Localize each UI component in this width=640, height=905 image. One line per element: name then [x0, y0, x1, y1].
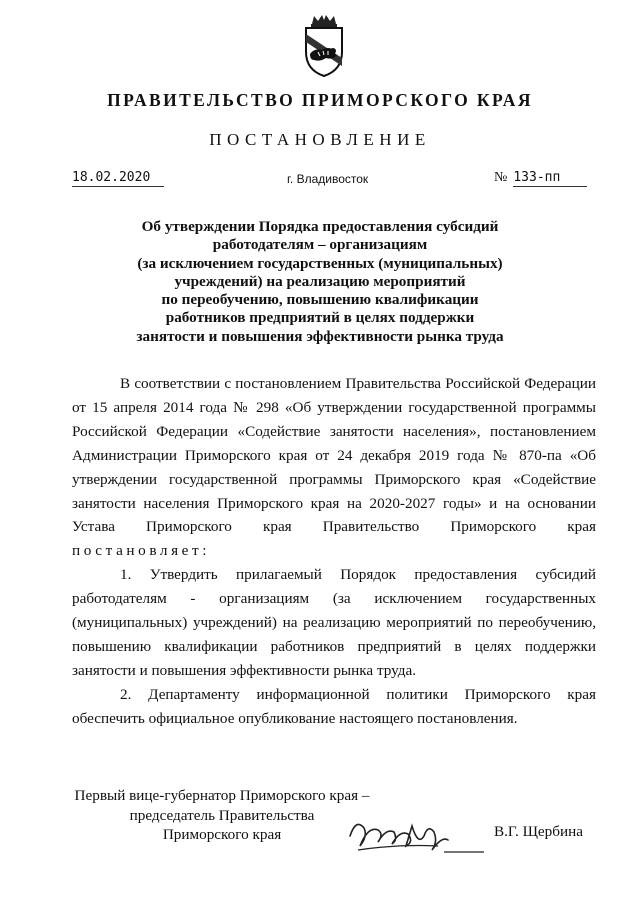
signatory-name: В.Г. Щербина: [494, 823, 583, 840]
subject-line: (за исключением государственных (муниципальных): [137, 254, 503, 272]
handwritten-signature-icon: [338, 806, 488, 866]
position-line: председатель Правительства: [129, 806, 315, 824]
subject-line: работодателям – организациям: [212, 236, 428, 254]
signatory-position: [72, 786, 372, 845]
organization-title: ПРАВИТЕЛЬСТВО ПРИМОРСКОГО КРАЯ: [107, 90, 533, 110]
subject-line: занятости и повышения эффективности рынка труда: [136, 327, 504, 345]
decree-word: постановляет:: [72, 542, 211, 560]
preamble-paragraph: [72, 372, 596, 563]
number-value: 133-пп: [513, 170, 587, 187]
subject-line: работников предприятий в целях поддержки: [165, 309, 475, 327]
subject-line: по переобучению, повышению квалификации: [161, 291, 479, 309]
subject-line: учреждений) на реализацию мероприятий: [174, 272, 466, 290]
position-line: Первый вице-губернатор Приморского края –: [74, 787, 370, 804]
item-1-paragraph: 1. Утвердить прилагаемый Порядок предоставления субсидий работодателям - организациям (за исключением государственных (муниципальных) учреждений) на реализацию мероприятий по переобучению, повышению квалификации работников предприятий в целях поддержки занятости и повышения эффективности рынка труда.: [72, 566, 596, 679]
document-date: 18.02.2020: [72, 170, 164, 187]
coat-of-arms-icon: [296, 14, 352, 78]
preamble-text: В соответствии с постановлением Правительства Российской Федерации от 15 апреля 2014 года № 298 «Об утверждении государственной программы Российской Федерации «Содействие занятости населения», постановлением Администрации Приморского края от 24 декабря 2019 года № 870-па «Об утверждении государственной программы Приморского края «Содействие занятости населения Приморского края на 2020-2027 годы» и на основании Устава Приморского края Правительство Приморского края: [72, 375, 596, 536]
number-label: №: [494, 170, 508, 185]
document-subject: [110, 218, 530, 346]
document-type: ПОСТАНОВЛЕНИЕ: [209, 130, 431, 149]
document-body: [72, 372, 596, 731]
item-2-paragraph: 2. Департаменту информационной политики Приморского края обеспечить официальное опубликование настоящего постановления.: [72, 685, 596, 727]
position-line: Приморского края: [162, 826, 282, 843]
document-city: г. Владивосток: [287, 172, 369, 186]
document-number: [494, 170, 587, 187]
subject-line: Об утверждении Порядка предоставления субсидий: [141, 218, 499, 235]
